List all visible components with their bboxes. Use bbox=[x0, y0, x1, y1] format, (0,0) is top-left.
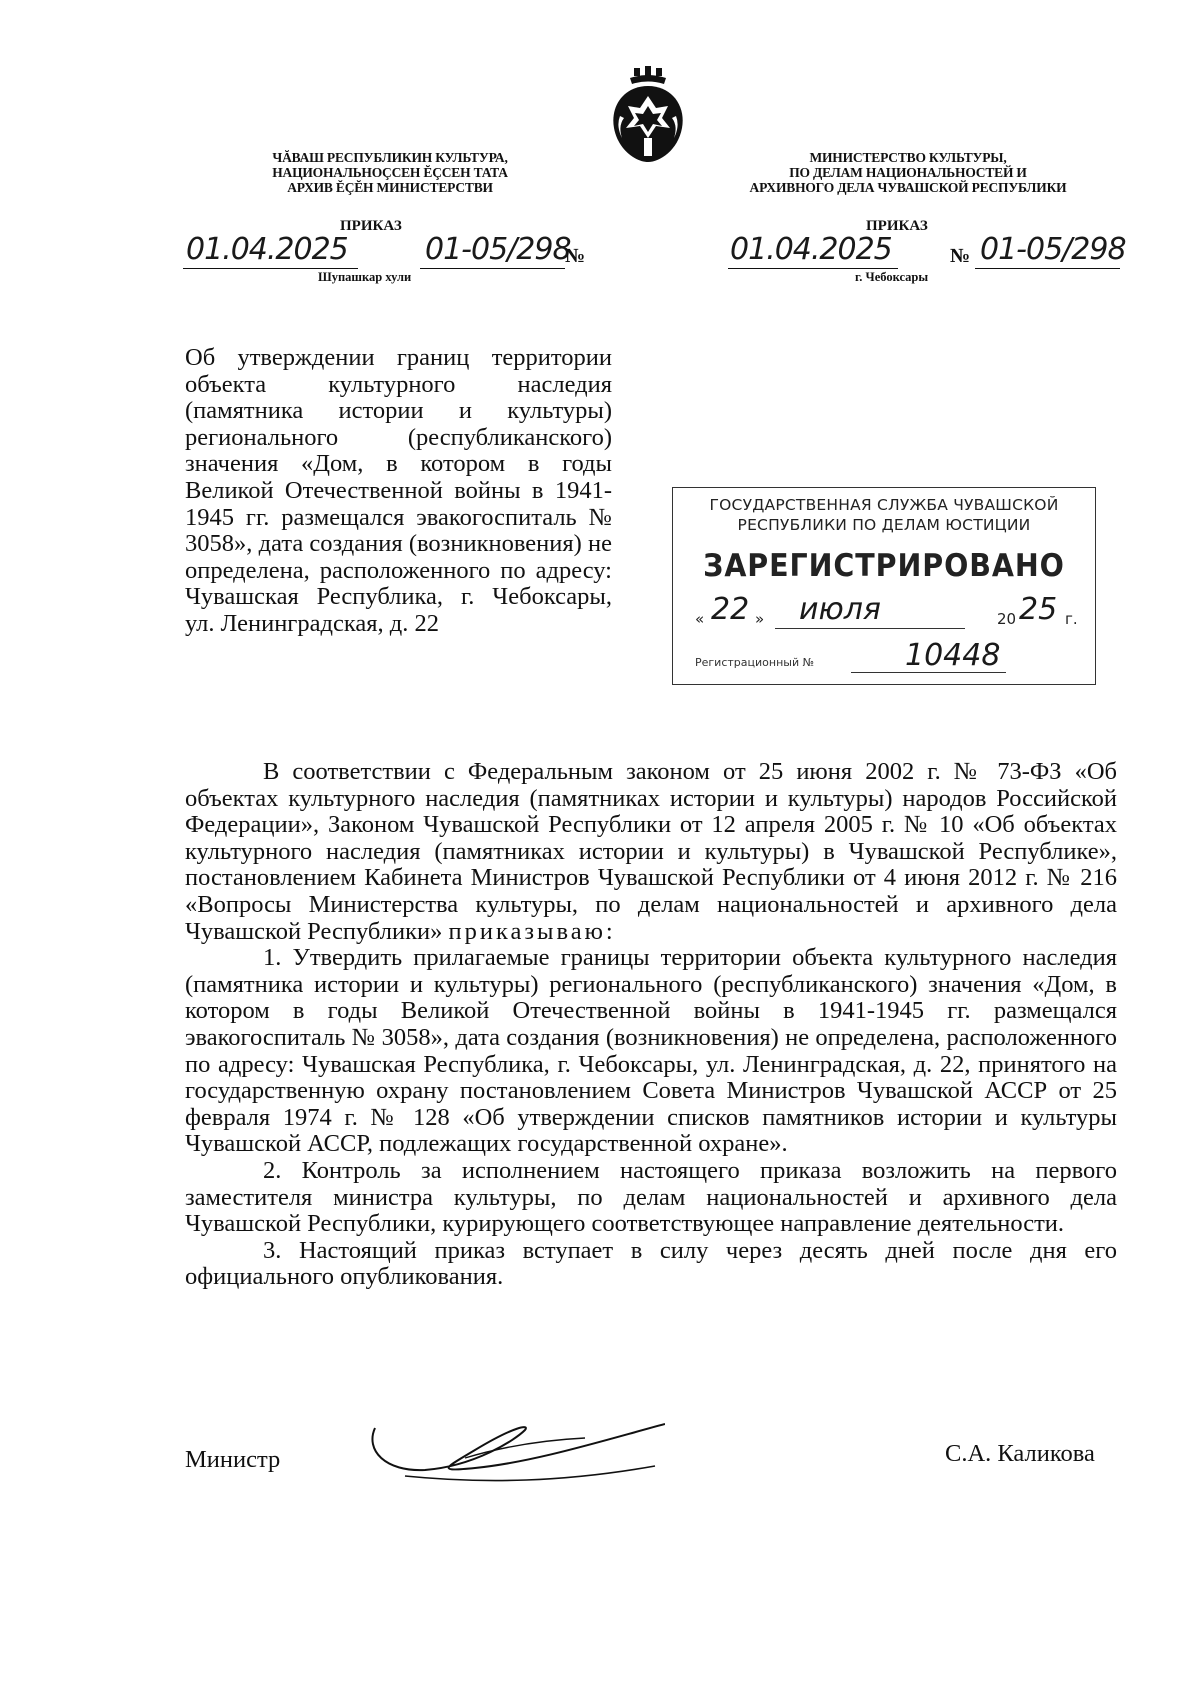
item-2: 2. Контроль за исполнением настоящего приказа возложить на первого заместителя министра культуры, по делам национальностей и архивного дела Чувашской Республики, курирующего соответствующее направление деятельности. bbox=[185, 1156, 1117, 1238]
header-right-line3: АРХИВНОГО ДЕЛА ЧУВАШСКОЙ РЕСПУБЛИКИ bbox=[749, 180, 1067, 195]
stamp-registered-label: ЗАРЕГИСТРИРОВАНО bbox=[703, 548, 1065, 584]
handwritten-signature bbox=[365, 1410, 665, 1496]
header-left bbox=[200, 150, 580, 195]
order-title-left: ПРИКАЗ bbox=[340, 218, 402, 234]
city-left: Шупашкар хули bbox=[318, 270, 412, 284]
order-subject: Об утверждении границ территории объекта культурного наследия (памятника истории и культуры) регионального (республиканского) значения «Дом, в котором в годы Великой Отечественной войны в 1941-1945 гг. размещался эвакогоспиталь № 3058», дата создания (возникновения) не определена, расположенного по адресу: Чувашская Республика, г. Чебоксары, ул. Ленинградская, д. 22 bbox=[185, 344, 612, 637]
stamp-agency-line2: РЕСПУБЛИКИ ПО ДЕЛАМ ЮСТИЦИИ bbox=[737, 516, 1031, 534]
header-right-line1: МИНИСТЕРСТВО КУЛЬТУРЫ, bbox=[809, 150, 1007, 165]
stamp-agency-line1: ГОСУДАРСТВЕННАЯ СЛУЖБА ЧУВАШСКОЙ bbox=[709, 496, 1059, 514]
preamble-text: В соответствии с Федеральным законом от 25 июня 2002 г. № 73-ФЗ «Об объектах культурного наследия (памятниках истории и культуры) народов Российской Федерации», Законом Чувашской Республики от 12 апреля 2005 г. № 10 «Об объектах культурного наследия (памятниках истории и культуры) в Чувашской Республике», постановлением Кабинета Министров Чувашской Республики от 4 июня 2012 г. № 216 «Вопросы Министерства культуры, по делам национальностей и архивного дела Чувашской Республики» bbox=[185, 758, 1117, 945]
order-date-left: 01.04.2025 bbox=[186, 232, 348, 267]
order-number-line-right bbox=[975, 268, 1120, 269]
stamp-regno-line bbox=[851, 672, 1006, 673]
stamp-quote-close: » bbox=[755, 610, 765, 628]
order-date-line-right bbox=[728, 268, 898, 269]
order-body bbox=[185, 759, 1117, 1291]
item-1: 1. Утвердить прилагаемые границы территории объекта культурного наследия (памятника истории и культуры) регионального (республиканского) значения «Дом, в котором в годы Великой Отечественной войны в 1941-1945 гг. размещался эвакогоспиталь № 3058», дата создания (возникновения) не определена, расположенного по адресу: Чувашская Республика, г. Чебоксары, ул. Ленинградская, д. 22, принятого на государственную охрану постановлением Совета Министров Чувашской АССР от 25 февраля 1974 г. № 128 «Об утверждении списков памятников истории и культуры Чувашской АССР, подлежащих государственной охране». bbox=[185, 944, 1117, 1158]
order-date-line-left bbox=[183, 268, 358, 269]
order-number-line-left bbox=[420, 268, 565, 269]
preamble bbox=[185, 759, 1117, 945]
header-left-line1: ЧĂВАШ РЕСПУБЛИКИН КУЛЬТУРА, bbox=[272, 150, 508, 165]
stamp-month-line bbox=[775, 628, 965, 629]
coat-of-arms-emblem bbox=[606, 66, 690, 164]
header-right-line2: ПО ДЕЛАМ НАЦИОНАЛЬНОСТЕЙ И bbox=[789, 165, 1027, 180]
stamp-year-suffix: 25 bbox=[1019, 592, 1058, 627]
signatory-position: Министр bbox=[185, 1446, 281, 1473]
number-sign-left: № bbox=[565, 245, 586, 267]
order-title-right: ПРИКАЗ bbox=[866, 218, 928, 234]
order-number-right: 01-05/298 bbox=[980, 232, 1126, 267]
header-left-line2: НАЦИОНАЛЬНОÇСЕН ĔÇСЕН ТАТА bbox=[272, 165, 508, 180]
header-right bbox=[688, 150, 1128, 195]
stamp-quote-open: « bbox=[695, 610, 705, 628]
signatory-name: С.А. Каликова bbox=[945, 1440, 1095, 1467]
stamp-year-label: г. bbox=[1065, 610, 1078, 628]
stamp-regno-label: Регистрационный № bbox=[695, 656, 815, 669]
registration-stamp bbox=[672, 487, 1096, 685]
number-sign-right: № bbox=[950, 245, 971, 267]
item-3: 3. Настоящий приказ вступает в силу через десять дней после дня его официального опубликования. bbox=[185, 1236, 1117, 1291]
stamp-day: 22 bbox=[711, 592, 750, 627]
order-number-left: 01-05/298 bbox=[425, 232, 571, 267]
stamp-year-prefix: 20 bbox=[997, 610, 1017, 628]
header-left-line3: АРХИВ ĔÇĔН МИНИСТЕРСТВИ bbox=[287, 180, 493, 195]
stamp-regno: 10448 bbox=[905, 638, 1001, 673]
order-word: приказываю: bbox=[448, 917, 616, 945]
city-right: г. Чебоксары bbox=[855, 270, 929, 284]
order-date-right: 01.04.2025 bbox=[730, 232, 892, 267]
stamp-month: июля bbox=[799, 592, 881, 627]
